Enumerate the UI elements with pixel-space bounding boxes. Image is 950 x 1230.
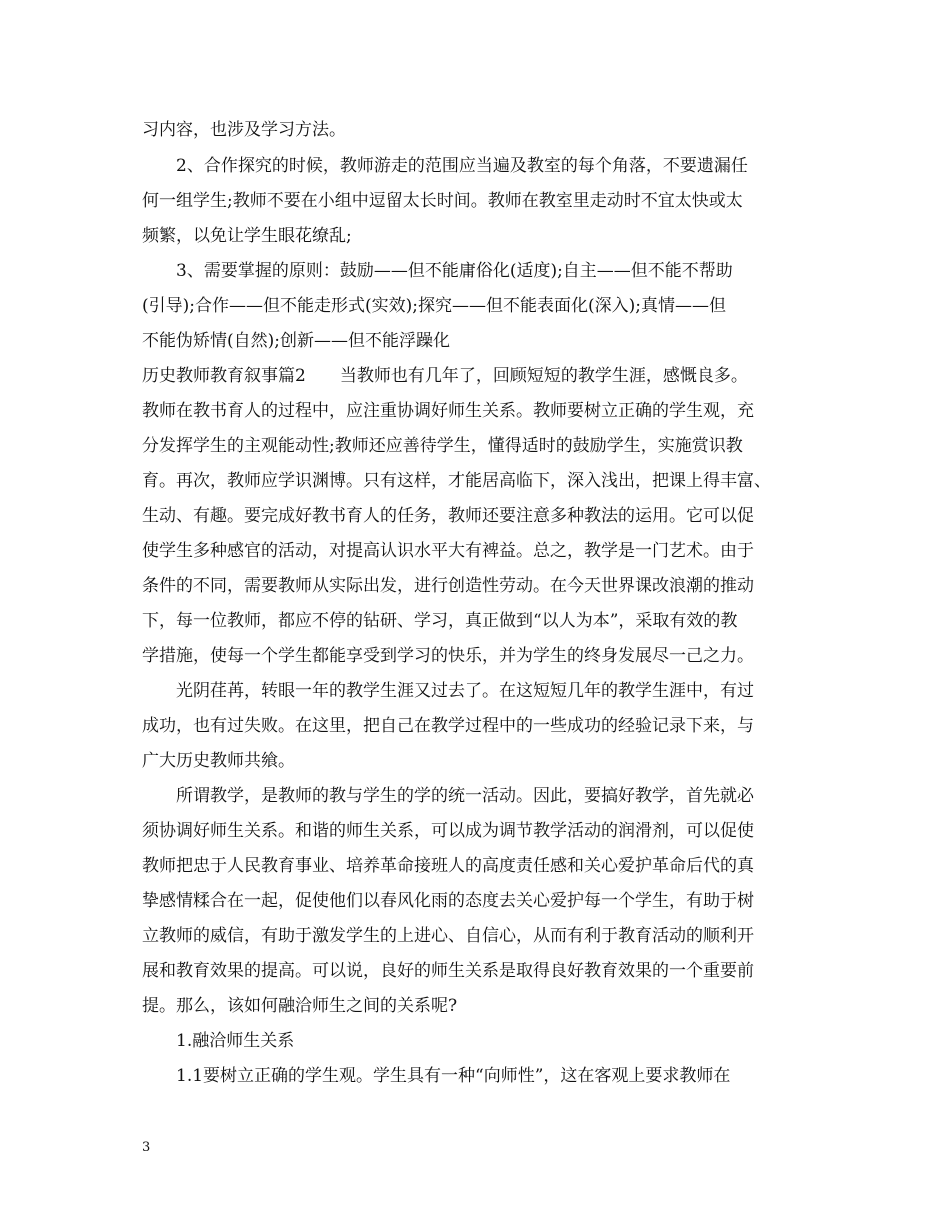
text-line: 成功，也有过失败。在这里，把自己在教学过程中的一些成功的经验记录下来，与 — [142, 716, 754, 736]
text-line: 教师把忠于人民教育事业、培养革命接班人的高度责任感和关心爱护革命后代的真 — [142, 856, 754, 876]
text-line: 3、需要掌握的原则：鼓励——但不能庸俗化(适度);自主——但不能不帮助 — [176, 261, 733, 281]
text-line: 下，每一位教师，都应不停的钻研、学习，真正做到“以人为本”，采取有效的教 — [142, 611, 738, 631]
text-line: 提。那么，该如何融洽师生之间的关系呢? — [142, 996, 458, 1016]
text-line: 教师在教书育人的过程中，应注重协调好师生关系。教师要树立正确的学生观，充 — [142, 401, 754, 421]
text-line: 光阴荏苒，转眼一年的教学生涯又过去了。在这短短几年的教学生涯中，有过 — [176, 681, 754, 701]
text-line: 立教师的威信，有助于激发学生的上进心、自信心，从而有利于教育活动的顺利开 — [142, 926, 754, 946]
text-line: 生动、有趣。要完成好教书育人的任务，教师还要注意多种教法的运用。它可以促 — [142, 506, 754, 526]
text-line: 展和教育效果的提高。可以说，良好的师生关系是取得良好教育效果的一个重要前 — [142, 961, 754, 981]
text-line: 分发挥学生的主观能动性;教师还应善待学生，懂得适时的鼓励学生，实施赏识教 — [142, 436, 743, 456]
section-heading-line: 历史教师教育叙事篇2 当教师也有几年了，回顾短短的教学生涯，感慨良多。 — [142, 366, 748, 386]
page-number: 3 — [142, 1140, 151, 1155]
text-line: 须协调好师生关系。和谐的师生关系，可以成为调节教学活动的润滑剂，可以促使 — [142, 821, 754, 841]
text-line: 所谓教学，是教师的教与学生的学的统一活动。因此，要搞好教学，首先就必 — [176, 786, 754, 806]
text-line: 1.1要树立正确的学生观。学生具有一种“向师性”，这在客观上要求教师在 — [176, 1066, 731, 1086]
text-line: 广大历史教师共飨。 — [142, 751, 295, 771]
text-line: 频繁，以免让学生眼花缭乱; — [142, 226, 352, 246]
text-line: 不能伪矫情(自然);创新——但不能浮躁化 — [142, 331, 450, 351]
text-line: 条件的不同，需要教师从实际出发，进行创造性劳动。在今天世界课改浪潮的推动 — [142, 576, 754, 596]
text-line: 2、合作探究的时候，教师游走的范围应当遍及教室的每个角落，不要遗漏任 — [176, 156, 748, 176]
text-line: 育。再次，教师应学识渊博。只有这样，才能居高临下，深入浅出，把课上得丰富、 — [142, 471, 771, 491]
text-line: (引导);合作——但不能走形式(实效);探究——但不能表面化(深入);真情——但 — [142, 296, 726, 316]
text-line: 何一组学生;教师不要在小组中逗留太长时间。教师在教室里走动时不宜太快或太 — [142, 191, 743, 211]
text-line: 习内容，也涉及学习方法。 — [142, 120, 346, 140]
text-line: 挚感情糅合在一起，促使他们以春风化雨的态度去关心爱护每一个学生，有助于树 — [142, 891, 754, 911]
text-line: 1.融洽师生关系 — [176, 1031, 295, 1051]
text-line: 学措施，使每一个学生都能享受到学习的快乐，并为学生的终身发展尽一己之力。 — [142, 646, 754, 666]
text-line: 使学生多种感官的活动，对提高认识水平大有裨益。总之，教学是一门艺术。由于 — [142, 541, 754, 561]
